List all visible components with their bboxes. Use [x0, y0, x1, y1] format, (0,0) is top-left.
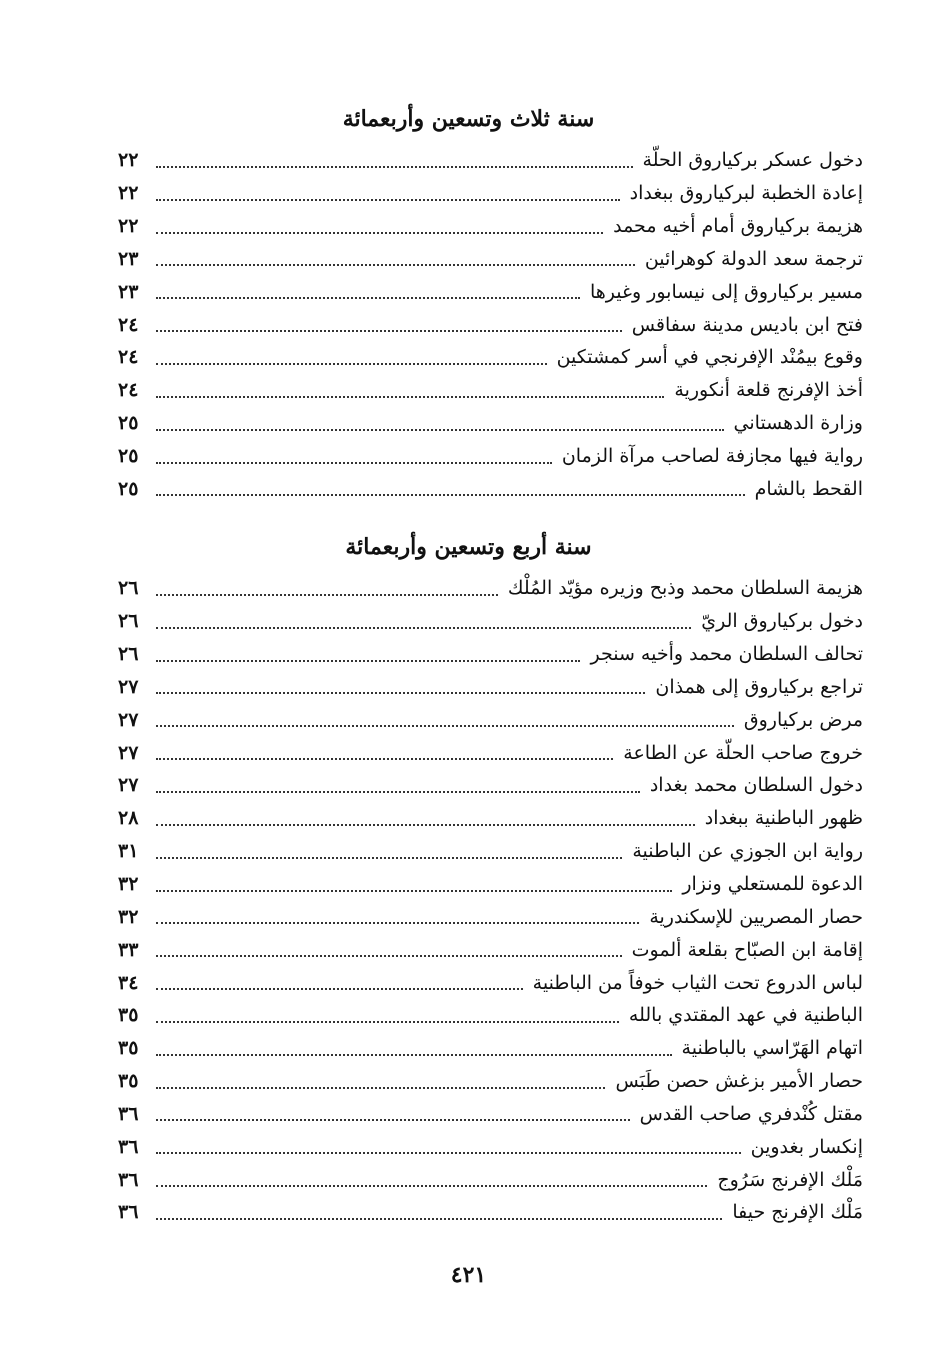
toc-entry-title: خروج صاحب الحلّة عن الطاعة: [623, 741, 863, 764]
toc-entry: [118, 736, 863, 769]
toc-entry-title: وزارة الدهستاني: [733, 412, 863, 435]
toc-entry: [118, 243, 863, 276]
toc-entry: [118, 703, 863, 736]
dot-leader: [156, 856, 622, 859]
toc-entry-page: ٢٢: [118, 149, 139, 172]
toc-entry-page: ٢٤: [118, 346, 139, 369]
toc-entry-page: ٣٥: [118, 1037, 139, 1060]
toc-entry-page: ٢٣: [118, 280, 139, 303]
dot-leader: [156, 1086, 605, 1089]
toc-entry-page: ٣١: [118, 840, 139, 863]
toc-entry-page: ٣٣: [118, 938, 139, 961]
toc-entry-title: مقتل كُنْدفري صاحب القدس: [639, 1102, 863, 1125]
toc-entry-page: ٢٧: [118, 741, 139, 764]
toc-entry-page: ٣٥: [118, 1070, 139, 1093]
toc-entry-title: دخول بركياروق الريّ: [701, 610, 863, 633]
toc-entry-title: مسير بركياروق إلى نيسابور وغيرها: [589, 280, 863, 303]
toc-entry: [118, 1098, 863, 1131]
dot-leader: [156, 395, 664, 398]
dot-leader: [156, 790, 640, 793]
toc-entry-title: حصار المصريين للإسكندرية: [649, 905, 863, 928]
toc-entry: [118, 900, 863, 933]
toc-entry-title: تراجع بركياروق إلى همذان: [655, 675, 863, 698]
section-title-year-494: سنة أربع وتسعين وأربعمائة: [345, 534, 592, 560]
toc-entry: [118, 144, 863, 177]
dot-leader: [156, 889, 672, 892]
dot-leader: [156, 626, 691, 629]
toc-entry: [118, 1163, 863, 1196]
toc-entry-page: ٢٥: [118, 477, 139, 500]
toc-entry-title: القحط بالشام: [754, 477, 863, 500]
toc-entry-title: تحالف السلطان محمد وأخيه سنجر: [590, 643, 863, 666]
toc-entry: [118, 605, 863, 638]
toc-entry-page: ٣٦: [118, 1168, 139, 1191]
dot-leader: [156, 362, 547, 365]
dot-leader: [156, 724, 734, 727]
toc-entry-page: ٢٢: [118, 215, 139, 238]
toc-entry-page: ٢٧: [118, 708, 139, 731]
toc-entry-title: رواية فيها مجازفة لصاحب مرآة الزمان: [561, 445, 863, 468]
toc-entry-title: الباطنية في عهد المقتدي بالله: [628, 1004, 863, 1027]
toc-entry-title: مرض بركياروق: [743, 708, 863, 731]
toc-entry-page: ٢٦: [118, 610, 139, 633]
dot-leader: [156, 954, 622, 957]
toc-entry: [118, 835, 863, 868]
dot-leader: [156, 921, 639, 924]
dot-leader: [156, 691, 645, 694]
toc-entry-title: أخذ الإفرنج قلعة أنكورية: [674, 379, 863, 402]
toc-entry: [118, 308, 863, 341]
dot-leader: [156, 593, 498, 596]
toc-list-year-494: [118, 572, 863, 1229]
dot-leader: [156, 1118, 630, 1121]
toc-entry: [118, 966, 863, 999]
dot-leader: [156, 428, 724, 431]
toc-entry: [118, 572, 863, 605]
dot-leader: [156, 757, 613, 760]
toc-entry-title: الدعوة للمستعلي ونزار: [682, 873, 863, 896]
toc-entry-title: حصار الأمير بزغش حصن طَبَس: [615, 1070, 863, 1093]
toc-entry-page: ٢٥: [118, 412, 139, 435]
toc-entry: [118, 407, 863, 440]
toc-entry: [118, 1196, 863, 1229]
toc-entry-page: ٢٨: [118, 807, 139, 830]
toc-entry: [118, 1065, 863, 1098]
toc-entry: [118, 769, 863, 802]
dot-leader: [156, 1217, 722, 1220]
toc-entry-page: ٢٢: [118, 182, 139, 205]
toc-entry-page: ٣٢: [118, 873, 139, 896]
toc-entry: [118, 671, 863, 704]
toc-entry-page: ٣٥: [118, 1004, 139, 1027]
toc-entry-title: اتهام الهَرّاسي بالباطنية: [681, 1037, 863, 1060]
toc-entry: [118, 177, 863, 210]
toc-entry-title: لباس الدروع تحت الثياب خوفاً من الباطنية: [532, 971, 863, 994]
toc-entry-page: ٢٧: [118, 675, 139, 698]
section-title-year-493: سنة ثلاث وتسعين وأربعمائة: [342, 106, 595, 132]
toc-entry-page: ٢٤: [118, 379, 139, 402]
dot-leader: [156, 296, 580, 299]
toc-entry-title: فتح ابن باديس مدينة سفاقس: [631, 313, 863, 336]
dot-leader: [156, 823, 695, 826]
toc-entry: [118, 1130, 863, 1163]
toc-entry-page: ٣٦: [118, 1102, 139, 1125]
dot-leader: [156, 329, 622, 332]
toc-entry-title: مَلْك الإفرنج سَرُوج: [717, 1168, 863, 1191]
toc-entry-page: ٣٤: [118, 971, 139, 994]
toc-entry-title: هزيمة السلطان محمد وذبح وزيره مؤيّد المُلْك: [507, 577, 863, 600]
toc-entry-page: ٢٥: [118, 445, 139, 468]
dot-leader: [156, 231, 603, 234]
dot-leader: [156, 1151, 741, 1154]
toc-entry-page: ٢٦: [118, 577, 139, 600]
dot-leader: [156, 1053, 672, 1056]
page-number: ٤٢١: [450, 1262, 487, 1288]
dot-leader: [156, 198, 620, 201]
toc-entry: [118, 999, 863, 1032]
dot-leader: [156, 1184, 707, 1187]
toc-entry-page: ٢٧: [118, 774, 139, 797]
toc-entry-page: ٢٤: [118, 313, 139, 336]
toc-entry-title: دخول السلطان محمد بغداد: [649, 774, 863, 797]
toc-entry-title: ترجمة سعد الدولة كوهرائين: [644, 247, 863, 270]
toc-entry: [118, 868, 863, 901]
toc-entry: [118, 210, 863, 243]
dot-leader: [156, 987, 523, 990]
toc-entry-page: ٣٦: [118, 1201, 139, 1224]
toc-entry-title: ظهور الباطنية ببغداد: [704, 807, 863, 830]
toc-entry-title: إنكسار بغدوين: [750, 1135, 863, 1158]
dot-leader: [156, 1020, 619, 1023]
toc-entry-title: مَلْك الإفرنج حيفا: [732, 1201, 863, 1224]
toc-entry-title: إعادة الخطبة لبركياروق ببغداد: [629, 182, 863, 205]
toc-entry: [118, 374, 863, 407]
toc-entry: [118, 341, 863, 374]
toc-entry-title: هزيمة بركياروق أمام أخيه محمد: [613, 215, 863, 238]
toc-list-year-493: [118, 144, 863, 505]
toc-entry-page: ٣٢: [118, 905, 139, 928]
dot-leader: [156, 659, 580, 662]
toc-entry-page: ٣٦: [118, 1135, 139, 1158]
toc-entry: [118, 1032, 863, 1065]
toc-entry: [118, 638, 863, 671]
toc-entry: [118, 275, 863, 308]
toc-entry: [118, 472, 863, 505]
toc-entry-title: وقوع بيمُنْد الإفرنجي في أسر كمشتكين: [556, 346, 863, 369]
toc-entry-title: رواية ابن الجوزي عن الباطنية: [632, 840, 863, 863]
toc-entry-title: إقامة ابن الصبّاح بقلعة ألموت: [631, 938, 863, 961]
toc-entry: [118, 802, 863, 835]
dot-leader: [156, 493, 745, 496]
dot-leader: [156, 263, 635, 266]
toc-entry-title: دخول عسكر بركياروق الحلّة: [642, 149, 863, 172]
dot-leader: [156, 461, 552, 464]
dot-leader: [156, 165, 633, 168]
toc-entry: [118, 933, 863, 966]
toc-entry-page: ٢٦: [118, 643, 139, 666]
toc-entry: [118, 440, 863, 473]
toc-entry-page: ٢٣: [118, 247, 139, 270]
